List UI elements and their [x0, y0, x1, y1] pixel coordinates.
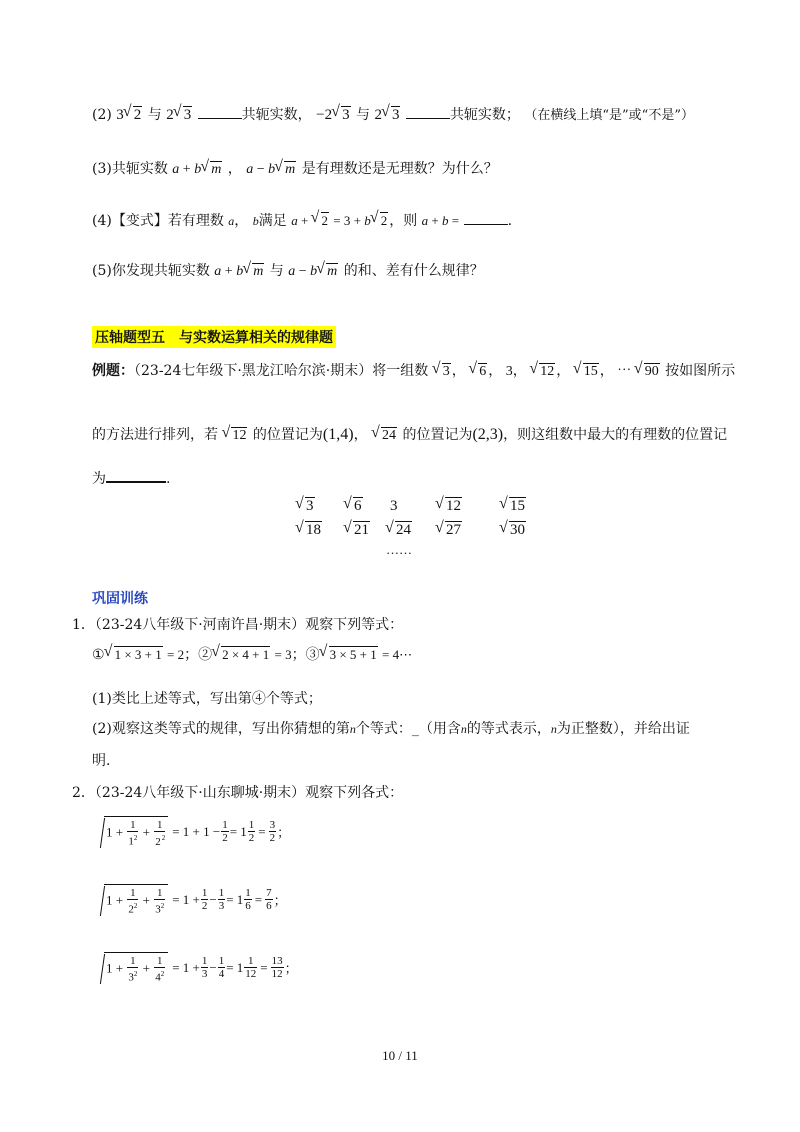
page-number: 10 / 11	[382, 1048, 418, 1063]
practice-2-header: 2．（23-24八年级下·山东聊城·期末）观察下列各式：	[72, 785, 404, 801]
practice-1-q2-cont: 明.	[92, 753, 111, 769]
question-2: (2) 3√ 2 与 2√ 3 共轭实数， −2√ 3 与 2√ 3 共轭实数； （在横线上填“是”或“不是”）	[92, 104, 720, 127]
example-line-2: 的方法进行排列，若 √ 12 的位置记为(1,4)， √ 24 的位置记为(2,3)，则这组数中最大的有理数的位置记	[92, 424, 720, 447]
practice-1-equations: ①√ 1 × 3 + 1 = 2；②√ 2 × 4 + 1 = 3；③√ 3 × 5 + 1 = 4⋯	[92, 644, 720, 666]
example-line-3: 为 .	[92, 468, 720, 490]
example-line-1: 例题：（23-24七年级下·黑龙江哈尔滨·期末）将一组数 √ 3 ， √ 6 ， 3， √ 12 ， √ 15 ， ⋯ √ 90 按如图所示	[92, 360, 720, 383]
question-5: (5)你发现共轭实数 a + b√ m 与 a − b√ m 的和、差有什么规律？	[92, 260, 720, 283]
answer-blank[interactable]	[406, 105, 450, 119]
practice-1-header: 1．（23-24八年级下·河南许昌·期末）观察下列等式：	[72, 617, 404, 633]
question-3: (3)共轭实数 a + b√ m ， a − b√ m 是有理数还是无理数？为什么？	[92, 158, 720, 181]
practice-2-eq-2: 1 + $\frac{1}{2^2}$ + $\frac{1}{3^2}$ = 1 + $\frac{1}{2}$ − $\frac{1}{3}$ = 1 $\frac{1}{6}$ = $\frac{7}{6}$ ；	[92, 884, 287, 916]
answer-blank[interactable]	[464, 211, 508, 225]
practice-2-eq-3: 1 + $\frac{1}{3^2}$ + $\frac{1}{4^2}$ = 1 + $\frac{1}{3}$ − $\frac{1}{4}$ = 1 $\frac{1}{12}$ = $\frac{13}{12}$ ；	[92, 952, 298, 984]
practice-title: 巩固训练	[92, 591, 148, 607]
practice-2-eq-1: 1 + $\frac{1}{1^2}$ + 1 $2^2$ = 1 + 1 − $\frac{1}{2}$ = 1 $\frac{1}{2}$ = $\frac{3}{2}$ ；	[92, 816, 290, 848]
practice-1-q1: (1)类比上述等式，写出第④个等式；	[92, 691, 322, 707]
question-4: (4)【变式】若有理数 a， b满足 a + √ 2 = 3 + b√ 2 ，则 a + b = .	[92, 210, 720, 232]
answer-blank[interactable]	[198, 105, 242, 119]
section-title: 压轴题型五 与实数运算相关的规律题	[92, 326, 336, 348]
answer-blank[interactable]	[106, 468, 166, 483]
practice-1-q2: (2)观察这类等式的规律，写出你猜想的第n个等式：_（用含n的等式表示，n为正整数），并给出证	[92, 721, 690, 737]
